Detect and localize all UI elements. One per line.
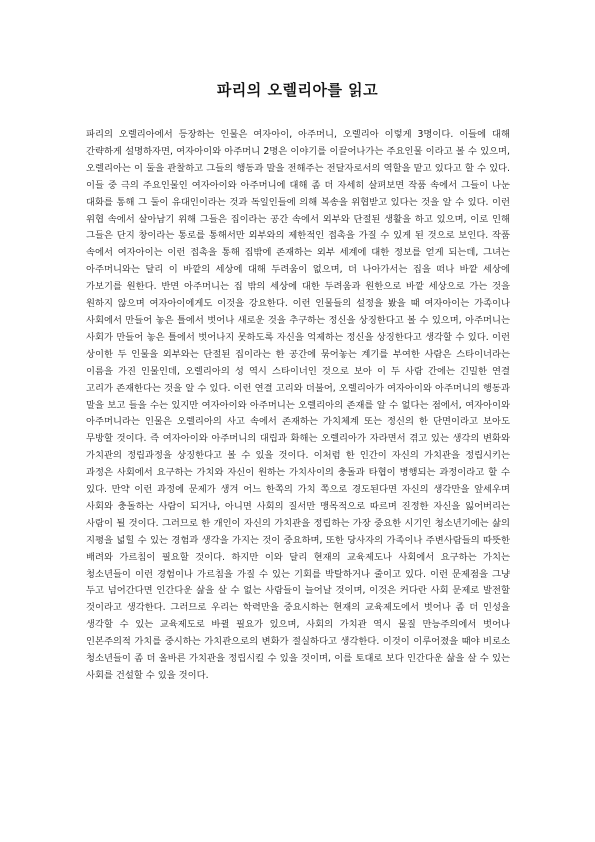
document-title: 파리의 오렐리아를 읽고: [216, 81, 379, 99]
document-body-paragraph: 파리의 오렐리아에서 등장하는 인물은 여자아이, 아주머니, 오렐리아 이렇게 3명이다. 이들에 대해 간략하게 설명하자면, 여자아이와 아주머니 2명은 이야기를 이끌어나가는 주요인물 이라고 볼 수 있으며, 오렐리아는 이 둘을 관찰하고 그들의 행동과 말을 전해주는 전달자로서의 역할을 맡고 있다고 할 수 있다. 이들 중 극의 주요인물인 여자아이와 아주머니에 대해 좀 더 자세히 살펴보면 작품 속에서 그들이 나눈 대화를 통해 그 둘이 유대인이라는 것과 독일인들에 의해 복송을 위협받고 있다는 것을 알 수 있다. 이런 위협 속에서 살아남기 위해 그들은 집이라는 공간 속에서 외부와 단절된 생활을 하고 있으며, 이로 인해 그들은 단지 창이라는 통로를 통해서만 외부와의 제한적인 접촉을 가질 수 있게 된 것으로 보인다. 작품 속에서 여자아이는 이런 접촉을 통해 집밖에 존재하는 외부 세계에 대한 정보를 얻게 되는데, 그녀는 아주머니와는 달리 이 바깥의 세상에 대해 두려움이 없으며, 더 나아가서는 집을 떠나 바깥 세상에 가보기를 원한다. 반면 아주머니는 집 밖의 세상에 대한 두려움과 원한으로 바깥 세상으로 가는 것을 원하지 않으며 여자아이에게도 이것을 강요한다. 이런 인물들의 설정을 봤을 때 여자아이는 가족이나 사회에서 만들어 놓은 틀에서 벗어나 새로운 것을 추구하는 정신을 상징한다고 볼 수 있으며, 아주머니는 사회가 만들어 놓은 틀에서 벗어나지 못하도록 자신을 억제하는 정신을 상징한다고 생각할 수 있다. 이런 상이한 두 인물을 외부와는 단절된 집이라는 한 공간에 묶어놓는 계기를 부여한 사람은 스타이너라는 이름을 가진 인물인데, 오렐리아의 성 역시 스타이너인 것으로 보아 이 두 사람 간에는 긴밀한 연결 고리가 존재한다는 것을 알 수 있다. 이런 연결 고리와 더불어, 오렐리아가 여자아이와 아주머니의 행동과 말을 보고 들을 수는 있지만 여자아이와 아주머니는 오렐리아의 존재를 알 수 없다는 점에서, 여자아이와 아주머니라는 인물은 오렐리아의 사고 속에서 존재하는 가치체계 또는 정신의 한 단면이라고 보아도 무방할 것이다. 즉 여자아이와 아주머니의 대립과 화해는 오렐리아가 자라면서 겪고 있는 생각의 변화와 가치관의 정립과정을 상징한다고 볼 수 있을 것이다. 이처럼 한 인간이 자신의 가치관을 정립시키는 과정은 사회에서 요구하는 가치와 자신이 원하는 가치사이의 충돌과 타협이 병행되는 과정이라고 할 수 있다. 만약 이런 과정에 문제가 생겨 어느 한쪽의 가치 쪽으로 경도된다면 자신의 생각만을 앞세우며 사회와 충돌하는 사람이 되거나, 아니면 사회의 질서만 맹목적으로 따르며 진정한 자신을 잃어버리는 사람이 될 것이다. 그러므로 한 개인이 자신의 가치관을 정립하는 가장 중요한 시기인 청소년기에는 삶의 지평을 넓힐 수 있는 경험과 생각을 가지는 것이 중요하며, 또한 당사자의 가족이나 주변사람들의 따뜻한 배려와 가르침이 필요할 것이다. 하지만 이와 달리 현재의 교육제도나 사회에서 요구하는 가치는 청소년들이 이런 경험이나 가르침을 가질 수 있는 기회를 박탈하거나 줄이고 있다. 이런 문제점을 그냥 두고 넘어간다면 인간다운 삶을 살 수 없는 사람들이 늘어날 것이며, 이것은 커다란 사회 문제로 발전할 것이라고 생각한다. 그러므로 우리는 학력만을 중요시하는 현재의 교육제도에서 벗어나 좀 더 인성을 생각할 수 있는 교육제도로 바뀔 필요가 있으며, 사회의 가치관 역시 물질 만능주의에서 벗어나 인본주의적 가치를 중시하는 가치관으로의 변화가 절실하다고 생각한다. 이것이 이루어졌을 때야 비로소 청소년들이 좀 더 올바른 가치관을 정립시킬 수 있을 것이며, 이를 토대로 보다 인간다운 삶을 살 수 있는 사회를 건설할 수 있을 것이다.: [86, 129, 510, 681]
